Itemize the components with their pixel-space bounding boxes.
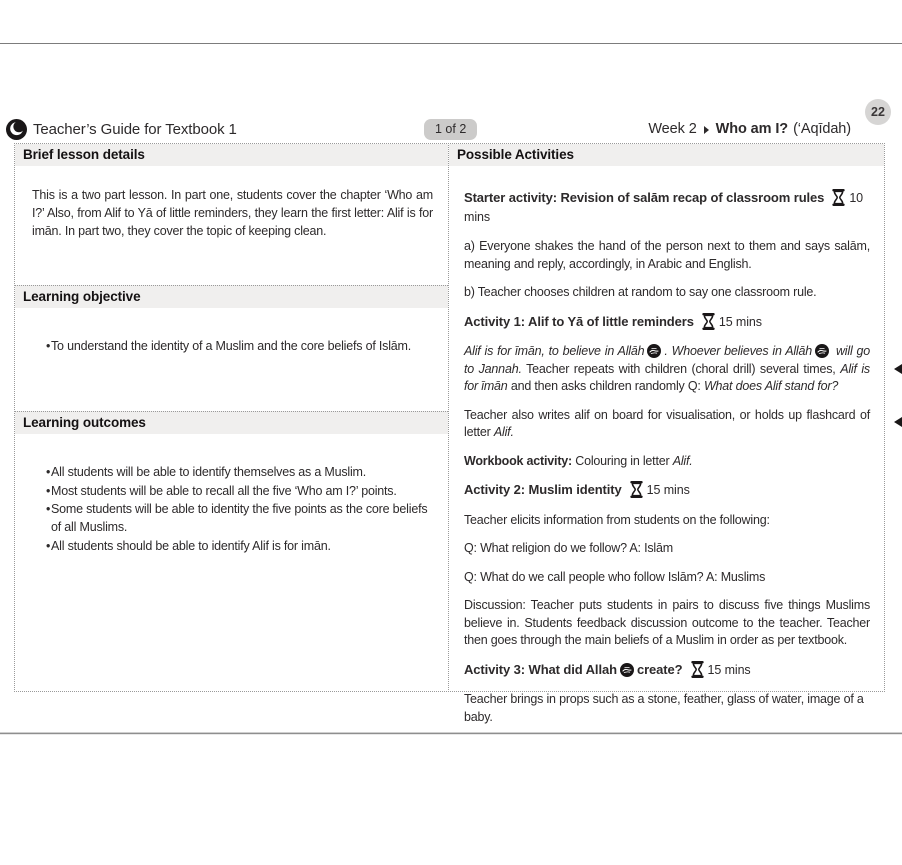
activity2-title: Activity 2: Muslim identity 15 mins	[464, 482, 690, 497]
duration-label: 15 mins	[646, 483, 690, 497]
page-edge-marker-icon	[894, 417, 902, 427]
topic-title: Who am I?	[715, 121, 789, 137]
activity3-paragraph: Teacher brings in props such as a stone, feather, glass of water, image of a baby.	[464, 692, 864, 724]
activity2-discussion: Discussion: Teacher puts students in pairs to discuss five things Muslims believe in. Students feedback discussion outcome to the teacher. Teacher then goes through the main beliefs of a Muslim in order as per textbook.	[464, 598, 870, 647]
outcome-text: All students should be able to identify Alif is for imān.	[51, 538, 331, 553]
activity1-board-note: Teacher also writes alif on board for visualisation, or holds up flashcard of letter Alif.	[464, 407, 870, 439]
possible-activities-body	[449, 166, 884, 743]
workbook-activity-label: Workbook activity:	[464, 453, 572, 468]
list-item	[32, 337, 433, 355]
outcome-text: Some students will be able to identity the five points as the core beliefs of all Muslims.	[51, 502, 428, 534]
week-label: Week 2	[648, 121, 697, 137]
brief-lesson-details-body	[15, 166, 448, 285]
hourglass-icon	[691, 661, 704, 678]
list-item	[32, 463, 433, 481]
hourglass-icon	[832, 189, 845, 206]
lesson-columns	[14, 143, 886, 724]
activity1-title: Activity 1: Alif to Yā of little reminders 15 mins	[464, 313, 762, 329]
activity2-intro: Teacher elicits information from students on the following:	[464, 512, 770, 527]
allah-calligraphy-icon	[815, 344, 829, 358]
activity3-title: Activity 3: What did Allah create? 15 mins	[464, 661, 751, 677]
list-item	[32, 482, 433, 500]
list-item	[32, 537, 433, 555]
bottom-rule	[0, 732, 902, 735]
activity1-paragraph: Alif is for īmān, to believe in Allāh . Whoever believes in Allāh will go to Jannah. Teacher repeats with children (choral drill) several times, Alif is for īmān and then asks children randomly Q: What does Alif stand for?	[464, 344, 870, 393]
top-rule	[0, 43, 902, 44]
bullet-icon: •	[46, 538, 51, 553]
section-header-possible-activities: Possible Activities	[449, 144, 884, 166]
publisher-logo-icon	[6, 119, 27, 140]
left-column	[14, 143, 449, 692]
bullet-icon: •	[46, 502, 51, 516]
hourglass-icon	[702, 313, 715, 330]
activity2-question-2: Q: What do we call people who follow Islām? A: Muslims	[464, 569, 766, 584]
section-header-learning-outcomes: Learning outcomes	[15, 411, 448, 434]
brief-lesson-paragraph: This is a two part lesson. In part one, students cover the chapter ‘Who am I?’ Also, from Alif to Yā of little reminders, they learn the first letter: Alif is for imān. In part two, they cover the topic of keeping clean.	[32, 188, 433, 238]
duration-label: 10 mins	[464, 191, 864, 224]
hourglass-icon	[630, 481, 643, 498]
outcome-text: All students will be able to identify themselves as a Muslim.	[51, 465, 367, 479]
objective-text: To understand the identity of a Muslim and the core beliefs of Islām.	[51, 339, 412, 353]
page-number-badge: 22	[865, 99, 891, 125]
breadcrumb	[648, 121, 851, 137]
outcome-text: Most students will be able to recall all the five ‘Who am I?’ points.	[51, 483, 397, 498]
learning-outcomes-body	[15, 434, 448, 691]
allah-calligraphy-icon	[647, 344, 661, 358]
allah-calligraphy-icon	[620, 663, 634, 677]
starter-activity-title: Starter activity: Revision of salām recap of classroom rules 10 mins	[464, 190, 864, 224]
bullet-icon: •	[46, 339, 51, 353]
section-header-learning-objective: Learning objective	[15, 285, 448, 308]
list-item	[32, 500, 433, 536]
part-badge: 1 of 2	[424, 119, 477, 140]
bullet-icon: •	[46, 465, 51, 479]
duration-label: 15 mins	[718, 314, 762, 329]
workbook-activity-line: Workbook activity: Colouring in letter Alif.	[464, 453, 693, 468]
breadcrumb-arrow-icon	[704, 126, 709, 134]
starter-point-a: a) Everyone shakes the hand of the person next to them and says salām, meaning and reply, accordingly, in Arabic and English.	[464, 239, 870, 271]
guide-title: Teacher’s Guide for Textbook 1	[33, 120, 237, 138]
activity2-question-1: Q: What religion do we follow? A: Islām	[464, 541, 673, 555]
topic-note: (‘Aqīdah)	[793, 121, 851, 137]
learning-objective-body	[15, 308, 448, 411]
duration-label: 15 mins	[707, 662, 751, 677]
section-header-brief-lesson-details: Brief lesson details	[15, 144, 448, 166]
right-column	[448, 143, 885, 724]
starter-point-b: b) Teacher chooses children at random to say one classroom rule.	[464, 285, 817, 299]
page-edge-marker-icon	[894, 364, 902, 374]
bullet-icon: •	[46, 483, 51, 498]
